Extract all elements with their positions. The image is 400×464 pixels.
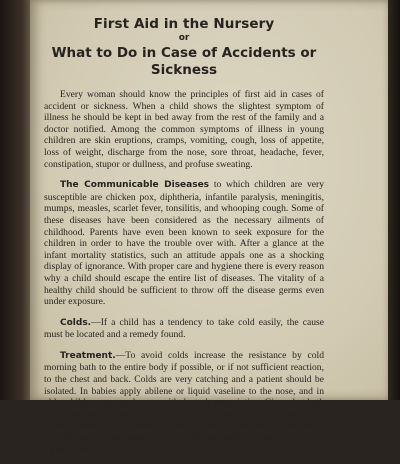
intro-paragraph	[44, 89, 324, 170]
treatment-text: —To avoid colds increase the resistance by cold morning bath to the entire body if possible, or if not sufficient reaction, to the chest and back. Colds are very catching and a patient should be isolated. In babies apply abilene or liquid vaseline to the nose, and in older children use nasal spray with doctor's prescription. Give a hot bath and wrap well to produce perspiration, but be sure to rub well with alcohol before rising in order to close the pores. Give laxative and plenty of cold water. If the treatment does not bring results in a day or two, call a physician.	[44, 349, 324, 455]
page-content	[44, 10, 324, 464]
page-edge-shadow	[388, 0, 400, 400]
treatment-paragraph	[44, 350, 324, 455]
page-title: First Aid in the Nursery	[93, 16, 275, 32]
page-subtitle: What to Do in Case of Accidents or Sickness	[51, 45, 317, 78]
intro-text: Every woman should know the principles of first aid in cases of accident or sickness. When a child shows the slightest symptom of illness he should be kept in bed away from the rest of the family and a doctor notified. Among the common symptoms of illness in young children are skin eruptions, cramps, vomiting, cough, loss of appetite, loss of weight, discharge from the nose, sore throat, headache, fever, constipation, stupor or dullness, and profuse sweating.	[44, 89, 324, 170]
title-connector: or	[178, 33, 190, 43]
section-heading-colds: Colds.	[60, 317, 92, 328]
communicable-diseases-text: to which children are very susceptible are chicken pox, diphtheria, infantile paralysis, meningitis, mumps, measles, scarlet fever, tonsilitis, and whooping cough. Some of these diseases have been considered as the necessary ailments of childhood. Parents have even been known to seek exposure for the children in order to have the trouble over with. After a glance at the infant mortality statistics, such an attitude appals one as a shocking display of ignorance. With proper care and hygiene there is every reason why a child should escape the entire list of diseases. The vitality of a healthy child should be sufficient to throw off the disease germs even under exposure.	[44, 179, 324, 308]
section-heading-treatment: Treatment.	[60, 350, 116, 361]
colds-text: —If a child has a tendency to take cold easily, the cause must be located and a remedy found.	[44, 316, 324, 341]
communicable-diseases-paragraph	[44, 179, 324, 308]
section-heading-communicable-diseases: The Communicable Diseases	[60, 180, 210, 191]
colds-paragraph	[44, 317, 324, 341]
